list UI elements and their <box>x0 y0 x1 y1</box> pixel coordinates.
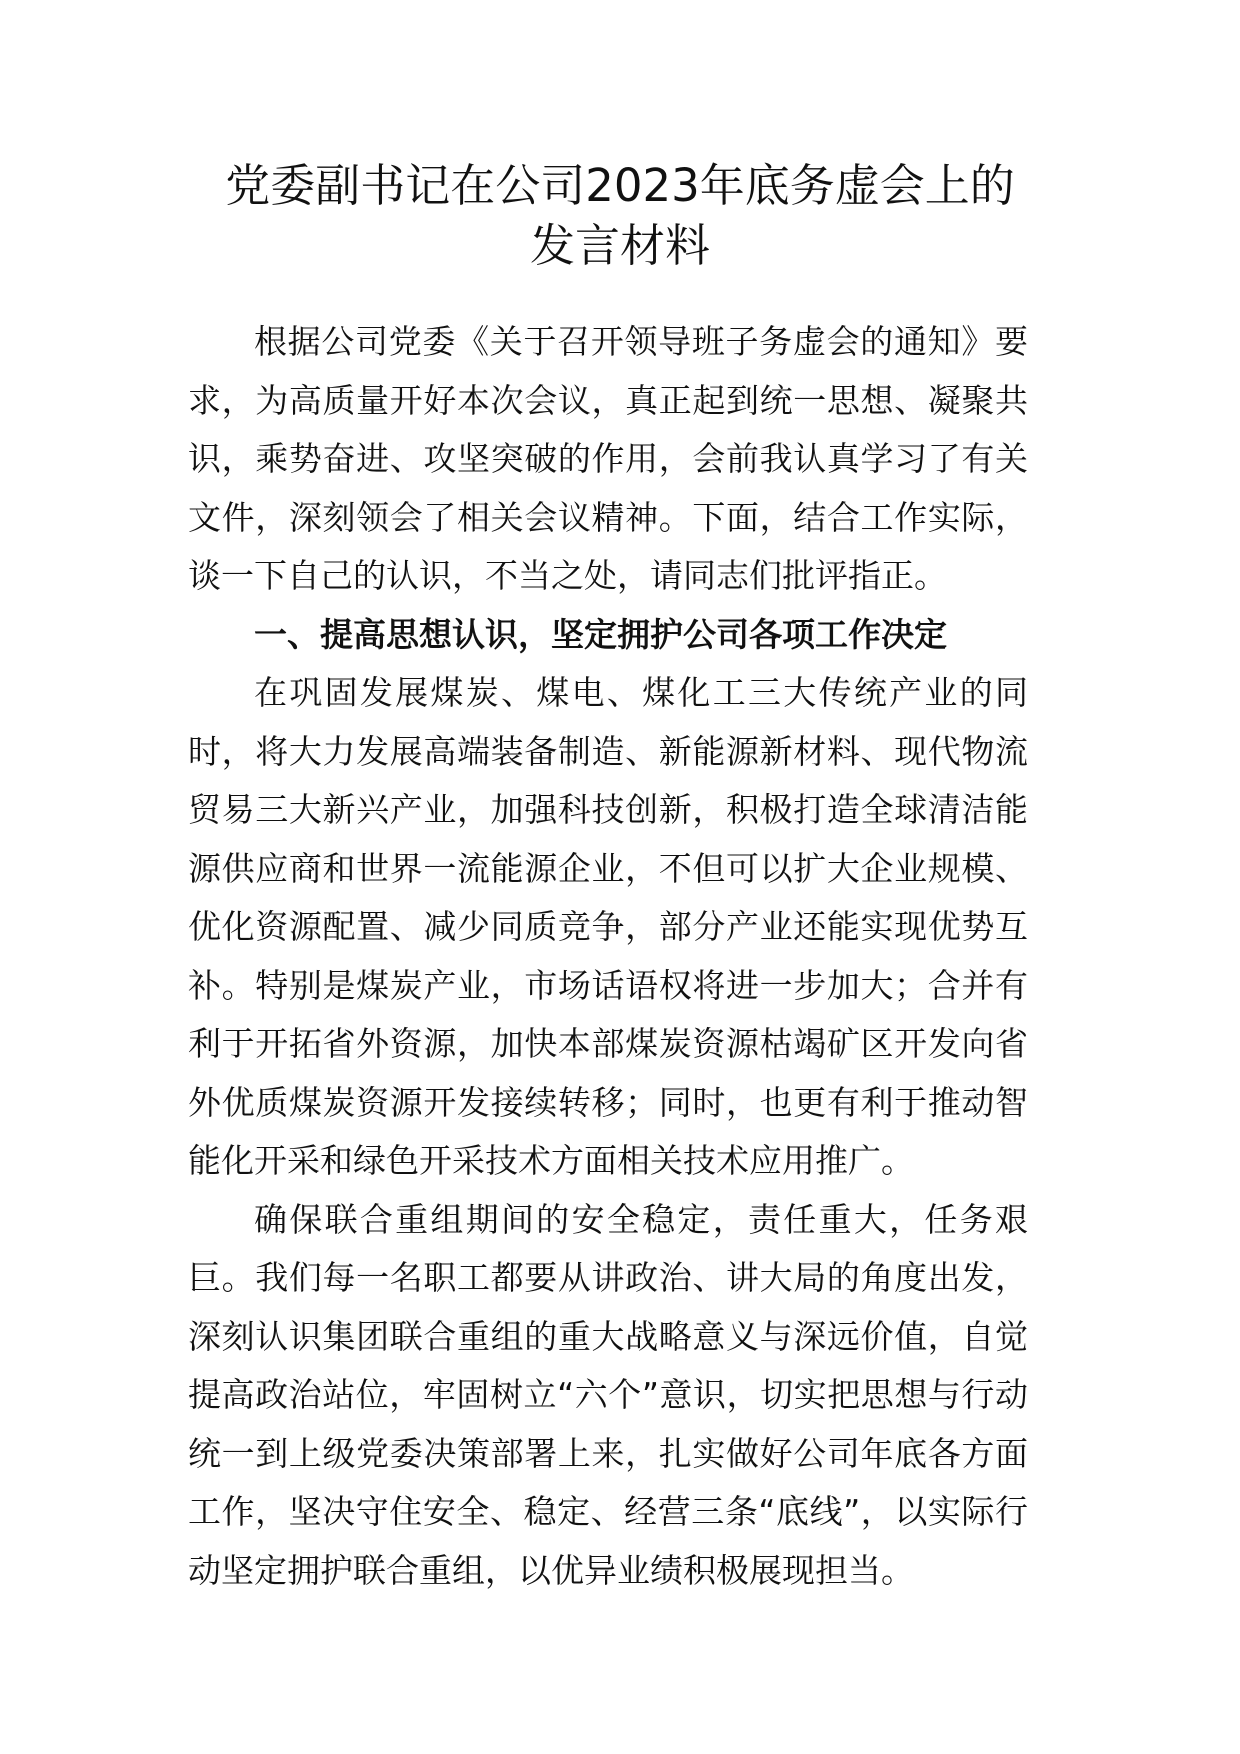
document-body <box>188 313 1028 1600</box>
body-paragraph-2: 确保联合重组期间的安全稳定，责任重大，任务艰巨。我们每一名职工都要从讲政治、讲大局的角度出发，深刻认识集团联合重组的重大战略意义与深远价值，自觉提高政治站位，牢固树立“六个”意识，切实把思想与行动统一到上级党委决策部署上来，扎实做好公司年底各方面工作，坚决守住安全、稳定、经营三条“底线”，以实际行动坚定拥护联合重组，以优异业绩积极展现担当。 <box>188 1199 1028 1590</box>
intro-paragraph: 根据公司党委《关于召开领导班子务虚会的通知》要求，为高质量开好本次会议，真正起到统一思想、凝聚共识，乘势奋进、攻坚突破的作用，会前我认真学习了有关文件，深刻领会了相关会议精神。下面，结合工作实际，谈一下自己的认识，不当之处，请同志们批评指正。 <box>188 322 1028 595</box>
section-heading-1: 一、提高思想认识，坚定拥护公司各项工作决定 <box>254 614 947 654</box>
title-line-2: 发言材料 <box>529 219 710 272</box>
body-paragraph-1: 在巩固发展煤炭、煤电、煤化工三大传统产业的同时，将大力发展高端装备制造、新能源新材料、现代物流贸易三大新兴产业，加强科技创新，积极打造全球清洁能源供应商和世界一流能源企业，不但可以扩大企业规模、优化资源配置、减少同质竞争，部分产业还能实现优势互补。特别是煤炭产业，市场话语权将进一步加大；合并有利于开拓省外资源，加快本部煤炭资源枯竭矿区开发向省外优质煤炭资源开发接续转移；同时，也更有利于推动智能化开采和绿色开采技术方面相关技术应用推广。 <box>188 673 1028 1180</box>
document-title <box>150 156 1090 276</box>
title-line-1: 党委副书记在公司2023年底务虚会上的 <box>225 159 1015 212</box>
